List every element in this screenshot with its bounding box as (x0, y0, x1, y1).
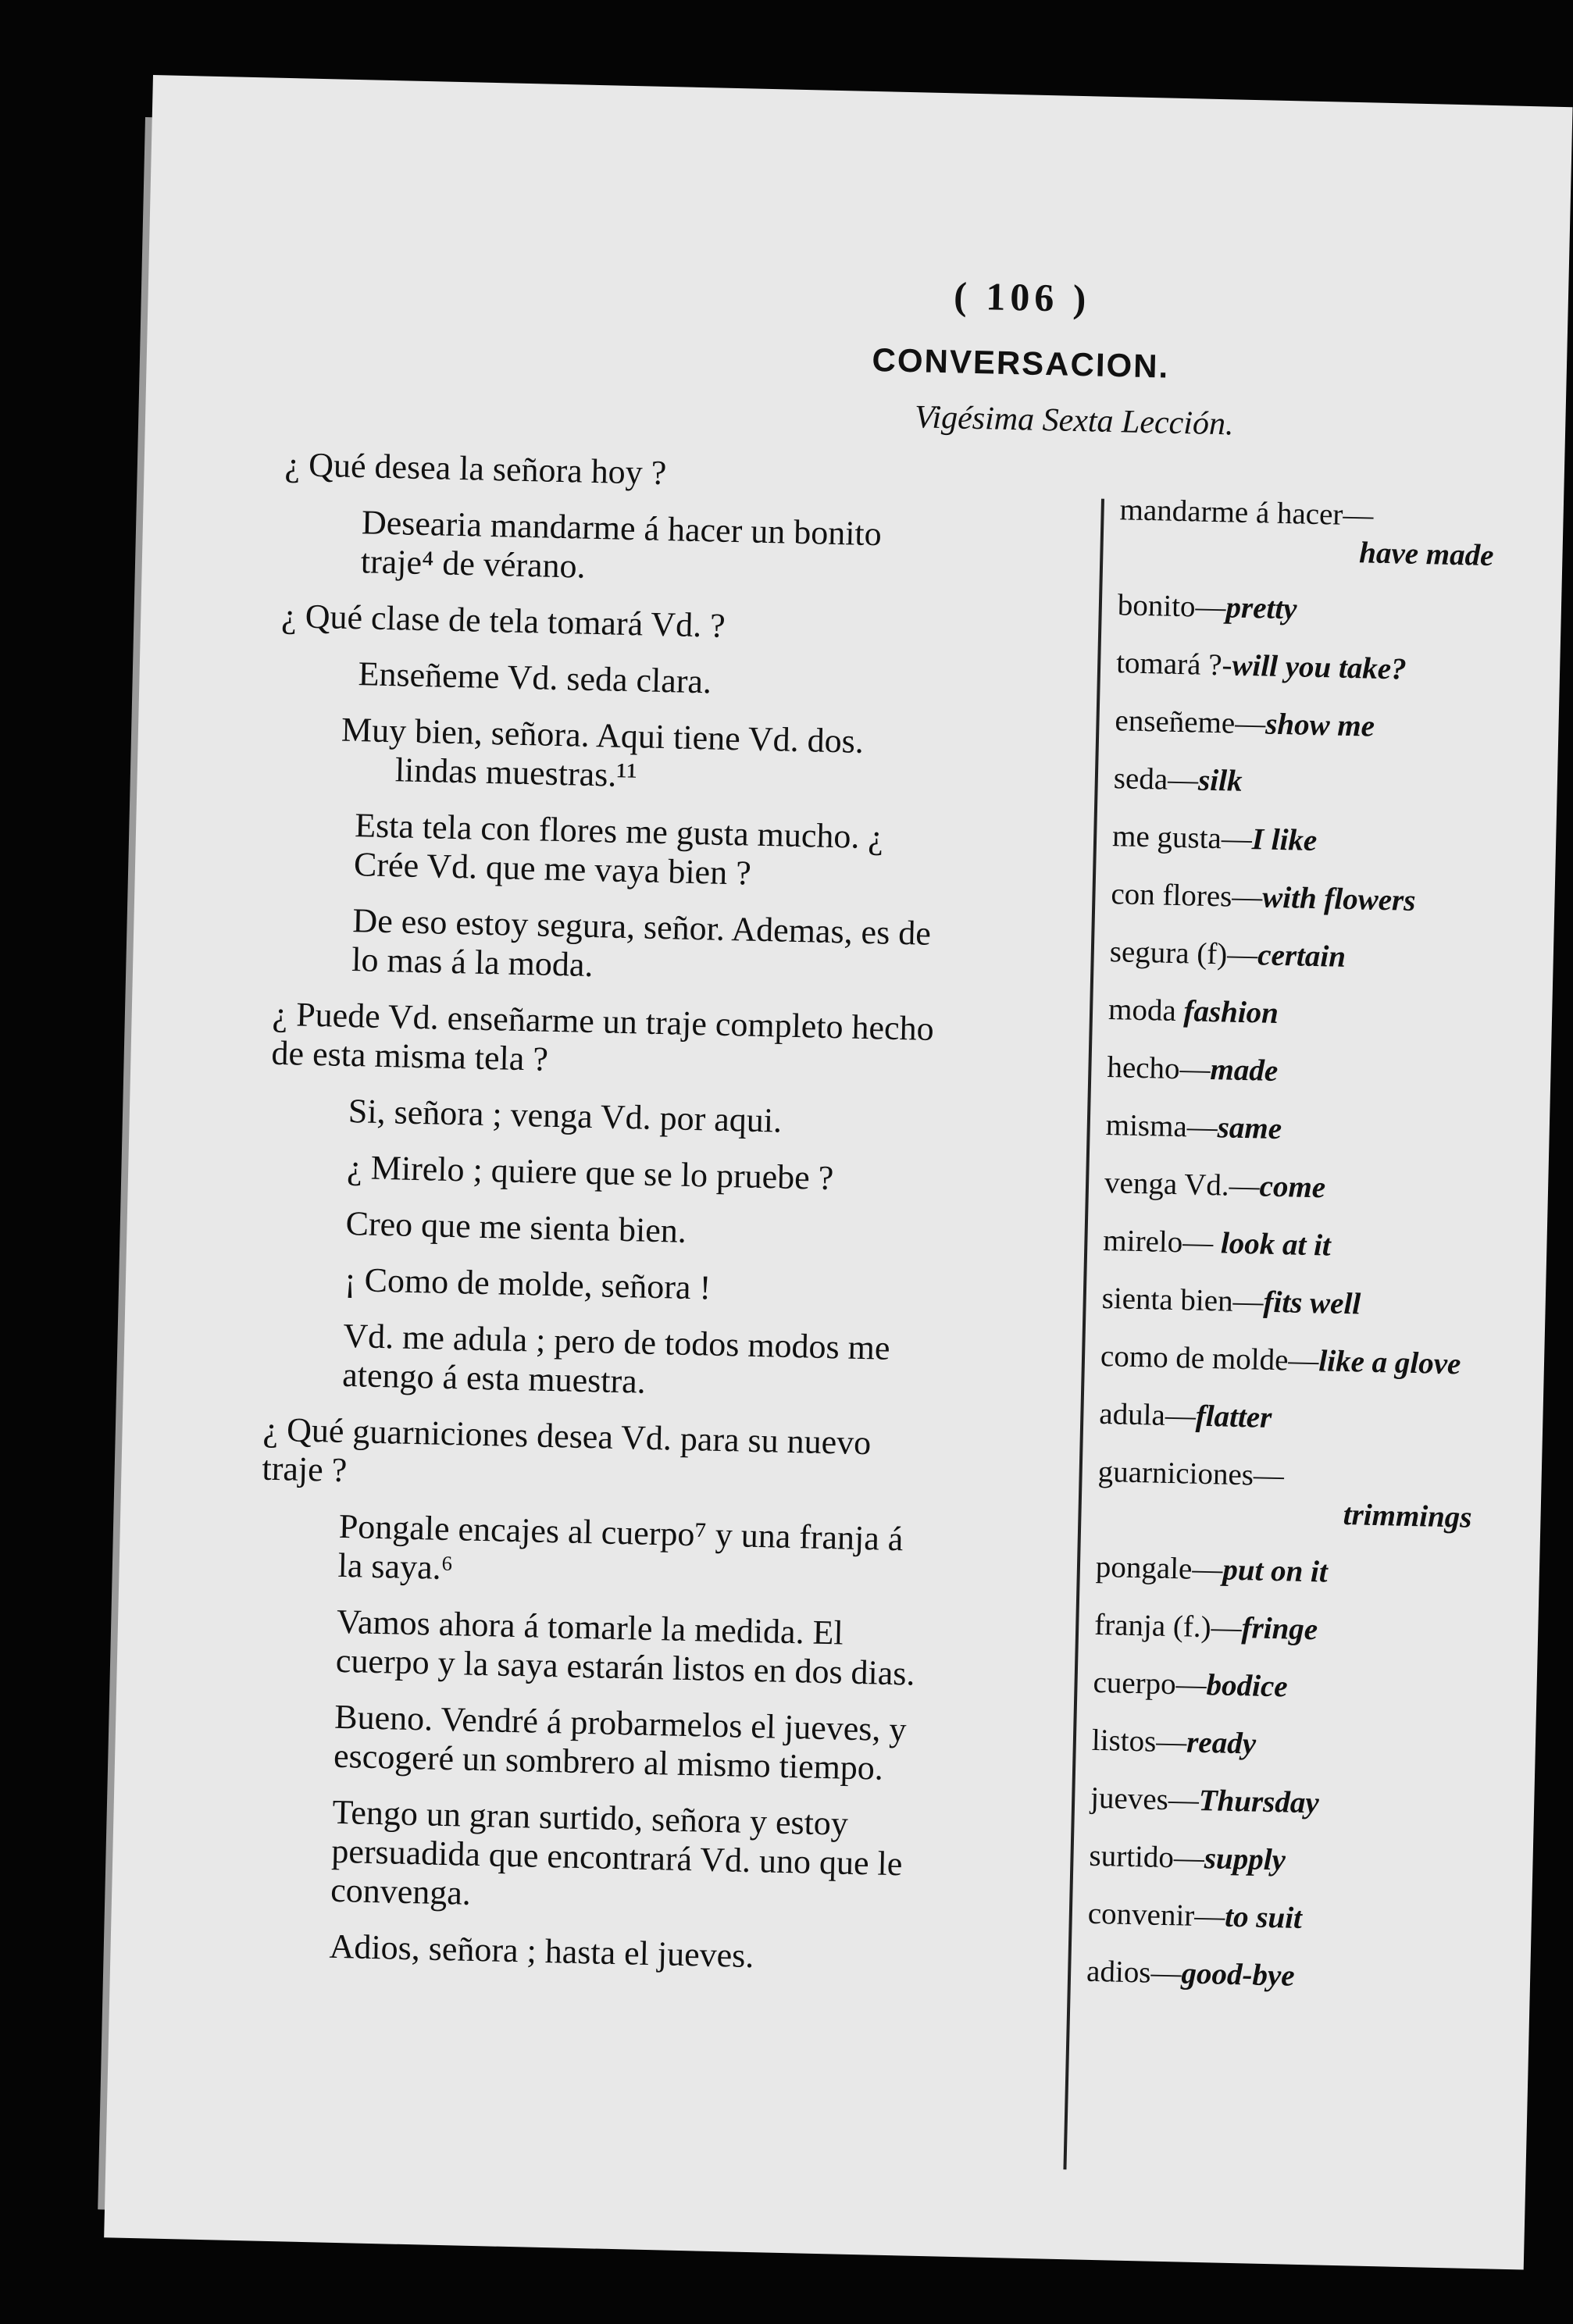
page-number: ( 106 ) (953, 273, 1092, 321)
vocab-english: will you take? (1232, 648, 1407, 686)
vocab-entry (1087, 1895, 1478, 1941)
vocab-spanish: enseñeme— (1115, 704, 1266, 741)
vocab-entry (1089, 1837, 1480, 1884)
dialogue-line: ¡ Como de molde, señora ! (344, 1260, 712, 1307)
vocab-english: flatter (1195, 1399, 1272, 1435)
dialogue-line: ¿ Mirelo ; quiere que se lo pruebe ? (346, 1148, 834, 1198)
vocab-entry (1095, 1549, 1486, 1595)
vocab-entry (1094, 1606, 1486, 1652)
vocab-english: come (1259, 1169, 1326, 1205)
vocab-entry (1100, 1338, 1492, 1384)
vocab-spanish: surtido— (1089, 1838, 1205, 1876)
vocab-spanish: pongale— (1095, 1549, 1223, 1587)
vocab-english: certain (1257, 938, 1347, 974)
vocab-english: silk (1197, 763, 1243, 798)
dialogue-line: Muy bien, señora. Aqui tiene Vd. dos. lindas muestras.¹¹ (341, 710, 865, 795)
vocab-entry (1108, 991, 1500, 1037)
dialogue-line: Pongale encajes al cuerpo⁷ y una franja á la saya.⁶ (337, 1506, 904, 1588)
vocab-english: pretty (1225, 590, 1297, 626)
vocab-spanish: mandarme á hacer— (1119, 493, 1374, 533)
dialogue-line: Creo que me sienta bien. (345, 1203, 687, 1250)
vocab-entry (1113, 760, 1504, 806)
dialogue-line: Vd. me adula ; pero de todos modos me atengo á esta muestra. (341, 1316, 891, 1401)
vocab-english: ready (1186, 1725, 1257, 1761)
vocab-entry (1093, 1664, 1484, 1710)
vocab-spanish: tomará ?- (1115, 646, 1233, 683)
vocab-spanish: venga Vd.— (1104, 1166, 1261, 1203)
vocab-entry (1105, 1107, 1496, 1153)
vocab-spanish: adios— (1086, 1954, 1182, 1991)
vocab-spanish: mirelo— (1102, 1223, 1222, 1260)
vocab-english: fits well (1263, 1285, 1361, 1321)
section-heading: CONVERSACION. (872, 340, 1170, 385)
dialogue-line: Desearia mandarme á hacer un bonito traje⁴ de vérano. (360, 503, 883, 586)
vocab-spanish: convenir— (1087, 1896, 1225, 1934)
vocab-entry (1104, 1164, 1496, 1210)
vocabulary-column (1086, 491, 1511, 2019)
book-page (104, 75, 1572, 2270)
vocab-english: put on it (1222, 1552, 1329, 1589)
vocab-english: show me (1264, 707, 1375, 743)
vocab-english: Thursday (1198, 1783, 1320, 1820)
vocab-english: like a glove (1318, 1344, 1461, 1381)
dialogue-line: Vamos ahora á tomarle la medida. El cuerpo y la saya estarán listos en dos dias. (335, 1602, 916, 1693)
vocab-spanish: listos— (1091, 1723, 1187, 1759)
vocab-english: have made (1358, 536, 1494, 573)
dialogue-line: De eso estoy segura, señor. Ademas, es de lo mas á la moda. (351, 901, 932, 985)
vocab-spanish: me gusta— (1111, 819, 1253, 857)
vocab-entry (1116, 644, 1507, 690)
dialogue-line: Tengo un gran surtido, señora y estoy persuadida que encontrará Vd. uno que le convenga. (330, 1792, 903, 1912)
vocab-english: same (1217, 1110, 1282, 1146)
vocab-spanish: segura (f)— (1109, 935, 1258, 972)
vocab-entry (1117, 586, 1508, 633)
dialogue-line: ¿ Qué guarniciones desea Vd. para su nuevo traje ? (262, 1410, 872, 1490)
vocab-entry (1090, 1780, 1482, 1826)
vocab-english: I like (1251, 822, 1318, 858)
vocab-spanish: jueves— (1090, 1780, 1200, 1817)
vocab-spanish: adula— (1098, 1396, 1197, 1433)
vocab-spanish: como de molde— (1100, 1338, 1319, 1378)
dialogue-line: ¿ Puede Vd. enseñarme un traje completo hecho de esta misma tela ? (271, 994, 935, 1078)
dialogue-line: Bueno. Vendré á probarmelos el jueves, y escogeré un sombrero al mismo tiempo. (333, 1697, 908, 1788)
vocab-entry (1112, 818, 1503, 864)
vocab-english: fringe (1241, 1611, 1318, 1647)
dialogue-line: Si, señora ; venga Vd. por aqui. (348, 1092, 783, 1140)
vocab-entry (1118, 491, 1511, 575)
vocab-entry (1109, 933, 1500, 979)
vocab-spanish: hecho— (1107, 1050, 1211, 1087)
dialogue-line: Adios, señora ; hasta el jueves. (329, 1927, 754, 1976)
vocab-spanish: con flores— (1111, 877, 1263, 914)
vocab-entry (1115, 702, 1506, 748)
vocab-english: supply (1204, 1841, 1286, 1877)
vocab-english: made (1210, 1053, 1279, 1088)
vocab-entry (1107, 1049, 1498, 1095)
vocab-spanish: seda— (1113, 761, 1199, 797)
vocab-english: look at it (1220, 1226, 1332, 1263)
vocab-spanish: bonito— (1117, 588, 1227, 625)
vocab-english: with flowers (1261, 880, 1416, 918)
vocab-english: fashion (1183, 994, 1279, 1030)
dialogue-line: ¿ Qué clase de tela tomará Vd. ? (280, 596, 726, 645)
vocab-entry (1091, 1722, 1482, 1768)
lesson-subheading: Vigésima Sexta Lección. (914, 399, 1235, 443)
dialogue-column (157, 443, 949, 1997)
vocab-entry (1111, 875, 1502, 921)
vocab-entry (1101, 1280, 1493, 1326)
vocab-english: to suit (1224, 1899, 1303, 1935)
vocab-spanish: cuerpo— (1093, 1665, 1207, 1702)
vocab-english: trimmings (1343, 1498, 1473, 1534)
vocab-spanish: misma— (1105, 1108, 1218, 1145)
vocab-spanish: franja (f.)— (1093, 1607, 1243, 1645)
vocab-entry (1086, 1953, 1478, 1999)
vocab-entry (1103, 1222, 1494, 1268)
vocab-entry (1099, 1395, 1490, 1442)
vocab-entry (1097, 1453, 1489, 1537)
vocab-spanish: sienta bien— (1101, 1281, 1264, 1319)
dialogue-line: Esta tela con flores me gusta mucho. ¿ Crée Vd. que me vaya bien ? (353, 806, 884, 893)
dialogue-line: ¿ Qué desea la señora hoy ? (284, 444, 667, 493)
vocab-spanish: moda (1108, 993, 1185, 1028)
vocab-spanish: guarniciones— (1097, 1454, 1285, 1493)
dialogue-line: Enseñeme Vd. seda clara. (358, 654, 712, 701)
vocab-english: bodice (1206, 1668, 1289, 1704)
vocab-english: good-bye (1181, 1956, 1296, 1993)
